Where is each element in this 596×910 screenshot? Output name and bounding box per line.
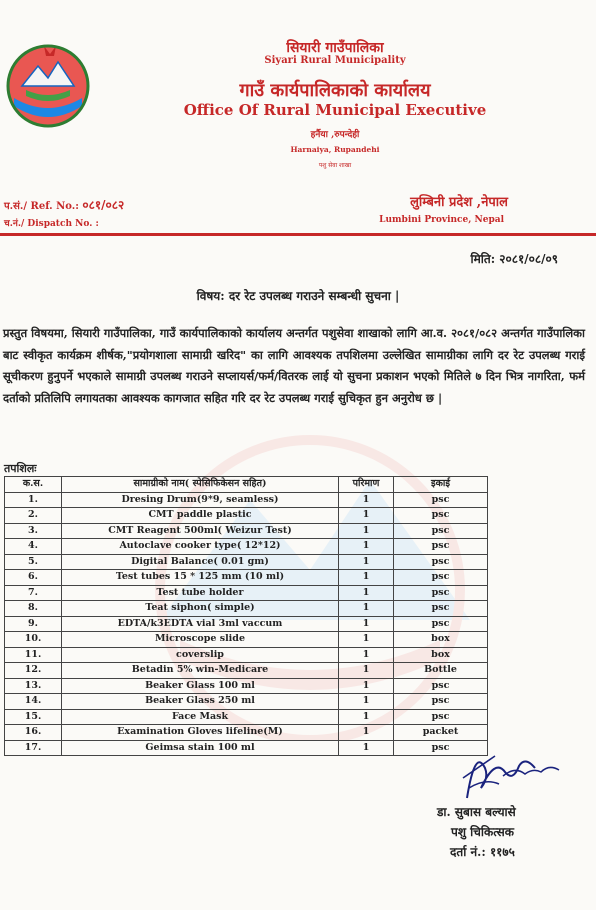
cell-sn: 3.: [5, 523, 62, 539]
cell-item: Test tube holder: [62, 585, 339, 601]
cell-sn: 14.: [5, 694, 62, 710]
municipality-name-ne: सियारी गाउँपालिका: [286, 40, 384, 56]
cell-sn: 6.: [5, 570, 62, 586]
address-en: Harnaiya, Rupandehi: [290, 145, 380, 154]
table-row: [5, 740, 488, 756]
items-table: [4, 476, 488, 756]
table-row: [5, 694, 488, 710]
cell-item: Microscope slide: [62, 632, 339, 648]
cell-unit: psc: [394, 585, 488, 601]
table-row: [5, 554, 488, 570]
address-ne: हर्नैया ,रुपन्देही: [310, 130, 360, 140]
table-row: [5, 647, 488, 663]
signer-name: डा. सुबास बल्यासे: [437, 805, 516, 819]
cell-qty: 1: [339, 678, 394, 694]
cell-qty: 1: [339, 601, 394, 617]
cell-item: CMT Reagent 500ml( Weizur Test): [62, 523, 339, 539]
cell-item: Autoclave cooker type( 12*12): [62, 539, 339, 555]
cell-unit: psc: [394, 678, 488, 694]
col-header-unit: इकाई: [394, 477, 488, 493]
cell-qty: 1: [339, 523, 394, 539]
dispatch-number: च.नं./ Dispatch No. :: [4, 219, 99, 229]
col-header-item: सामाग्रीको नाम( स्पेसिफिकेसन सहित): [62, 477, 339, 493]
table-header-row: [5, 477, 488, 493]
table-row: [5, 508, 488, 524]
cell-qty: 1: [339, 632, 394, 648]
col-header-qty: परिमाण: [339, 477, 394, 493]
header-divider: [0, 233, 596, 236]
cell-qty: 1: [339, 725, 394, 741]
table-row: [5, 570, 488, 586]
cell-item: Face Mask: [62, 709, 339, 725]
reference-label: प.सं./ Ref. No.:: [4, 201, 79, 212]
cell-qty: 1: [339, 585, 394, 601]
table-row: [5, 678, 488, 694]
cell-unit: psc: [394, 523, 488, 539]
cell-item: CMT paddle plastic: [62, 508, 339, 524]
table-row: [5, 709, 488, 725]
cell-sn: 17.: [5, 740, 62, 756]
cell-qty: 1: [339, 570, 394, 586]
branch-name: पशु सेवा शाखा: [318, 162, 352, 169]
cell-item: Geimsa stain 100 ml: [62, 740, 339, 756]
col-header-sn: क.स.: [5, 477, 62, 493]
table-row: [5, 492, 488, 508]
cell-sn: 9.: [5, 616, 62, 632]
cell-unit: box: [394, 647, 488, 663]
cell-unit: box: [394, 632, 488, 648]
cell-qty: 1: [339, 647, 394, 663]
cell-unit: packet: [394, 725, 488, 741]
table-row: [5, 601, 488, 617]
cell-item: Beaker Glass 250 ml: [62, 694, 339, 710]
cell-qty: 1: [339, 492, 394, 508]
cell-qty: 1: [339, 539, 394, 555]
cell-sn: 12.: [5, 663, 62, 679]
cell-sn: 16.: [5, 725, 62, 741]
cell-item: Dresing Drum(9*9, seamless): [62, 492, 339, 508]
cell-unit: psc: [394, 554, 488, 570]
table-row: [5, 585, 488, 601]
cell-sn: 2.: [5, 508, 62, 524]
cell-unit: psc: [394, 616, 488, 632]
cell-item: Teat siphon( simple): [62, 601, 339, 617]
letter-date: मिति: २०८१/०८/०९: [470, 252, 558, 266]
cell-item: Examination Gloves lifeline(M): [62, 725, 339, 741]
cell-qty: 1: [339, 740, 394, 756]
cell-unit: Bottle: [394, 663, 488, 679]
table-row: [5, 663, 488, 679]
cell-sn: 11.: [5, 647, 62, 663]
cell-qty: 1: [339, 694, 394, 710]
cell-qty: 1: [339, 508, 394, 524]
signer-title: पशु चिकित्सक: [451, 825, 514, 839]
cell-qty: 1: [339, 663, 394, 679]
office-name-en: Office Of Rural Municipal Executive: [183, 101, 487, 119]
province-en: Lumbini Province, Nepal: [379, 215, 504, 225]
cell-item: Beaker Glass 100 ml: [62, 678, 339, 694]
table-row: [5, 539, 488, 555]
province-ne: लुम्बिनी प्रदेश ,नेपाल: [410, 195, 508, 210]
reference-number: [4, 196, 124, 213]
table-row: [5, 523, 488, 539]
cell-sn: 5.: [5, 554, 62, 570]
cell-item: coverslip: [62, 647, 339, 663]
cell-unit: psc: [394, 601, 488, 617]
cell-unit: psc: [394, 492, 488, 508]
cell-item: Betadin 5% win-Medicare: [62, 663, 339, 679]
reference-value: ०८१/०८२: [82, 198, 125, 212]
cell-item: EDTA/k3EDTA vial 3ml vaccum: [62, 616, 339, 632]
cell-sn: 1.: [5, 492, 62, 508]
cell-sn: 13.: [5, 678, 62, 694]
cell-unit: psc: [394, 570, 488, 586]
cell-item: Test tubes 15 * 125 mm (10 ml): [62, 570, 339, 586]
municipality-name-en: Siyari Rural Municipality: [264, 55, 406, 66]
cell-sn: 4.: [5, 539, 62, 555]
cell-sn: 15.: [5, 709, 62, 725]
letter-body: प्रस्तुत विषयमा, सियारी गाउँपालिका, गाउँ कार्यपालिकाको कार्यालय अन्तर्गत पशुसेवा शाखाको लागि आ.व. २०८१/०८२ अन्तर्गत गाउँपालिका बाट स्वीकृत कार्यक्रम शीर्षक,"प्रयोगशाला सामाग्री खरिद" का लागि आवश्यक तपशिलमा उल्लेखित सामाग्रीका लागि दर रेट उपलब्ध गराई सूचीकरण हुनुपर्ने भएकाले सामाग्री उपलब्ध गराउने सप्लायर्स/फर्म/वितरक लाई यो सुचना प्रकाशन भएको मितिले ७ दिन भित्र नागरिता, फर्म दर्ताको प्रतिलिपि लगायतका आवश्यक कागजात सहित गरि दर रेट उपलब्ध गराई सुचिकृत हुन अनुरोध छ |: [3, 326, 585, 405]
cell-qty: 1: [339, 616, 394, 632]
cell-unit: psc: [394, 539, 488, 555]
cell-unit: psc: [394, 694, 488, 710]
handwritten-signature: [455, 738, 565, 808]
letter-subject: विषय: दर रेट उपलब्ध गराउने सम्बन्धी सुचना |: [196, 289, 400, 303]
cell-sn: 7.: [5, 585, 62, 601]
cell-item: Digital Balance( 0.01 gm): [62, 554, 339, 570]
cell-qty: 1: [339, 554, 394, 570]
signer-registration: दर्ता नं.: ११७५: [450, 845, 515, 859]
cell-unit: psc: [394, 709, 488, 725]
nepal-emblem-logo: [4, 40, 92, 128]
cell-sn: 8.: [5, 601, 62, 617]
office-name-ne: गाउँ कार्यपालिकाको कार्यालय: [239, 80, 431, 101]
cell-unit: psc: [394, 740, 488, 756]
cell-sn: 10.: [5, 632, 62, 648]
cell-unit: psc: [394, 508, 488, 524]
table-row: [5, 616, 488, 632]
table-row: [5, 632, 488, 648]
details-label: तपशिलः: [4, 462, 37, 475]
cell-qty: 1: [339, 709, 394, 725]
table-row: [5, 725, 488, 741]
